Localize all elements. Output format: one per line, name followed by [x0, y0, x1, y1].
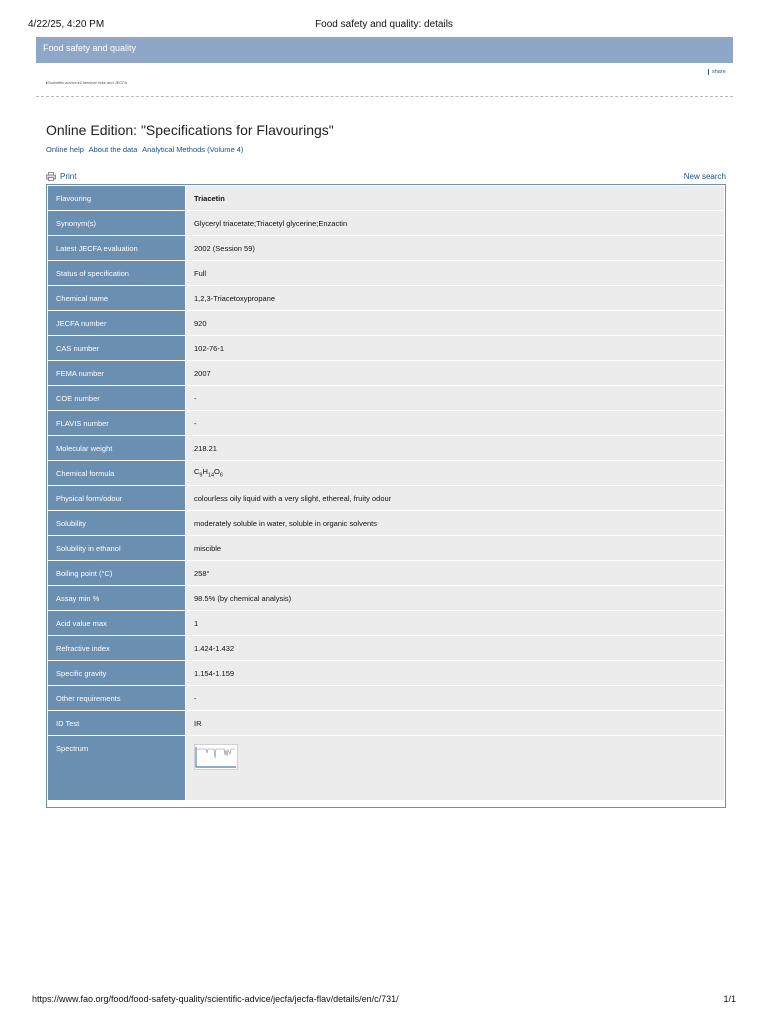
spec-label: Physical form/odour: [48, 486, 185, 510]
spec-value: -: [186, 411, 724, 435]
spec-label: COE number: [48, 386, 185, 410]
spec-row: [48, 636, 724, 660]
online-help-link[interactable]: Online help: [46, 145, 84, 154]
spec-value: colourless oily liquid with a very slight, ethereal, fruity odour: [186, 486, 724, 510]
spec-label: Assay min %: [48, 586, 185, 610]
spec-row: [48, 736, 724, 800]
spec-row: [48, 686, 724, 710]
formula-subscript: 9: [199, 472, 203, 479]
analytical-methods-link[interactable]: Analytical Methods (Volume 4): [142, 145, 244, 154]
spec-table-grid: [47, 185, 725, 801]
print-datetime: 4/22/25, 4:20 PM: [28, 19, 105, 30]
spec-row: [48, 261, 724, 285]
spec-label: Boiling point (°C): [48, 561, 185, 585]
breadcrumb[interactable]: ▸Scientific advice ▸Chemical risks and JECFA: [46, 80, 128, 85]
page-title: Online Edition: "Specifications for Flavourings": [46, 122, 334, 138]
about-data-link[interactable]: About the data: [88, 145, 138, 154]
spec-label: Solubility: [48, 511, 185, 535]
print-header: [28, 19, 740, 33]
spec-label: Solubility in ethanol: [48, 536, 185, 560]
spec-row: [48, 486, 724, 510]
spec-label: Synonym(s): [48, 211, 185, 235]
spec-value: -: [186, 386, 724, 410]
spec-row: [48, 186, 724, 210]
print-page-title: Food safety and quality: details: [315, 19, 453, 30]
spec-value: 98.5% (by chemical analysis): [186, 586, 724, 610]
print-button[interactable]: [46, 172, 76, 181]
spec-row: [48, 561, 724, 585]
spec-label: Chemical name: [48, 286, 185, 310]
specification-table: [46, 184, 726, 808]
spec-row: [48, 336, 724, 360]
formula-element: C: [194, 467, 200, 477]
spec-value: 102-76-1: [186, 336, 724, 360]
spec-label: Other requirements: [48, 686, 185, 710]
spec-value: 258°: [186, 561, 724, 585]
spec-label: ID Test: [48, 711, 185, 735]
formula-element: O: [214, 467, 220, 477]
spec-value: 1.424-1.432: [186, 636, 724, 660]
spec-label: Status of specification: [48, 261, 185, 285]
print-footer-url: https://www.fao.org/food/food-safety-quality/scientific-advice/jecfa/jecfa-flav/details/en/c/731/: [32, 994, 399, 1004]
spec-value: 218.21: [186, 436, 724, 460]
spec-value: 2002 (Session 59): [186, 236, 724, 260]
new-search-link[interactable]: New search: [683, 172, 726, 181]
banner-title[interactable]: Food safety and quality: [43, 43, 137, 53]
formula-element: H: [202, 467, 208, 477]
spec-row: [48, 286, 724, 310]
spec-value: Triacetin: [186, 186, 724, 210]
spec-label: Molecular weight: [48, 436, 185, 460]
spec-row: [48, 586, 724, 610]
share-link[interactable]: share: [708, 69, 726, 75]
spec-value: Glyceryl triacetate;Triacetyl glycerine;Enzactin: [186, 211, 724, 235]
spec-row: [48, 436, 724, 460]
spec-value: 920: [186, 311, 724, 335]
printer-icon: [46, 172, 56, 181]
help-links: [46, 145, 246, 154]
spec-value: Full: [186, 261, 724, 285]
spec-value: [186, 461, 724, 485]
spec-value: [186, 736, 724, 800]
spec-row: [48, 411, 724, 435]
spec-label: Acid value max: [48, 611, 185, 635]
spec-row: [48, 661, 724, 685]
spec-value: IR: [186, 711, 724, 735]
spec-row: [48, 211, 724, 235]
spec-row: [48, 511, 724, 535]
spec-row: [48, 536, 724, 560]
divider: [36, 96, 733, 97]
spec-value: -: [186, 686, 724, 710]
spec-value: 1.154-1.159: [186, 661, 724, 685]
spec-row: [48, 711, 724, 735]
spec-row: [48, 461, 724, 485]
print-label: Print: [60, 172, 77, 181]
spec-label: CAS number: [48, 336, 185, 360]
spectrum-thumbnail[interactable]: [194, 744, 238, 770]
spec-label: FLAVIS number: [48, 411, 185, 435]
print-footer-page: 1/1: [723, 994, 736, 1004]
site-banner: [36, 37, 733, 63]
spec-row: [48, 236, 724, 260]
spec-value: moderately soluble in water, soluble in organic solvents: [186, 511, 724, 535]
spec-row: [48, 386, 724, 410]
formula-subscript: 14: [207, 472, 215, 479]
spec-label: Chemical formula: [48, 461, 185, 485]
spec-label: Flavouring: [48, 186, 185, 210]
spec-label: Refractive index: [48, 636, 185, 660]
spec-row: [48, 611, 724, 635]
spec-row: [48, 311, 724, 335]
spec-row: [48, 361, 724, 385]
spec-value: 1,2,3-Triacetoxypropane: [186, 286, 724, 310]
spec-label: Spectrum: [48, 736, 185, 800]
spec-value: miscible: [186, 536, 724, 560]
spec-label: JECFA number: [48, 311, 185, 335]
spec-label: Latest JECFA evaluation: [48, 236, 185, 260]
spec-value: 2007: [186, 361, 724, 385]
spec-label: FEMA number: [48, 361, 185, 385]
formula-subscript: 6: [219, 472, 223, 479]
spec-label: Specific gravity: [48, 661, 185, 685]
spec-value: 1: [186, 611, 724, 635]
